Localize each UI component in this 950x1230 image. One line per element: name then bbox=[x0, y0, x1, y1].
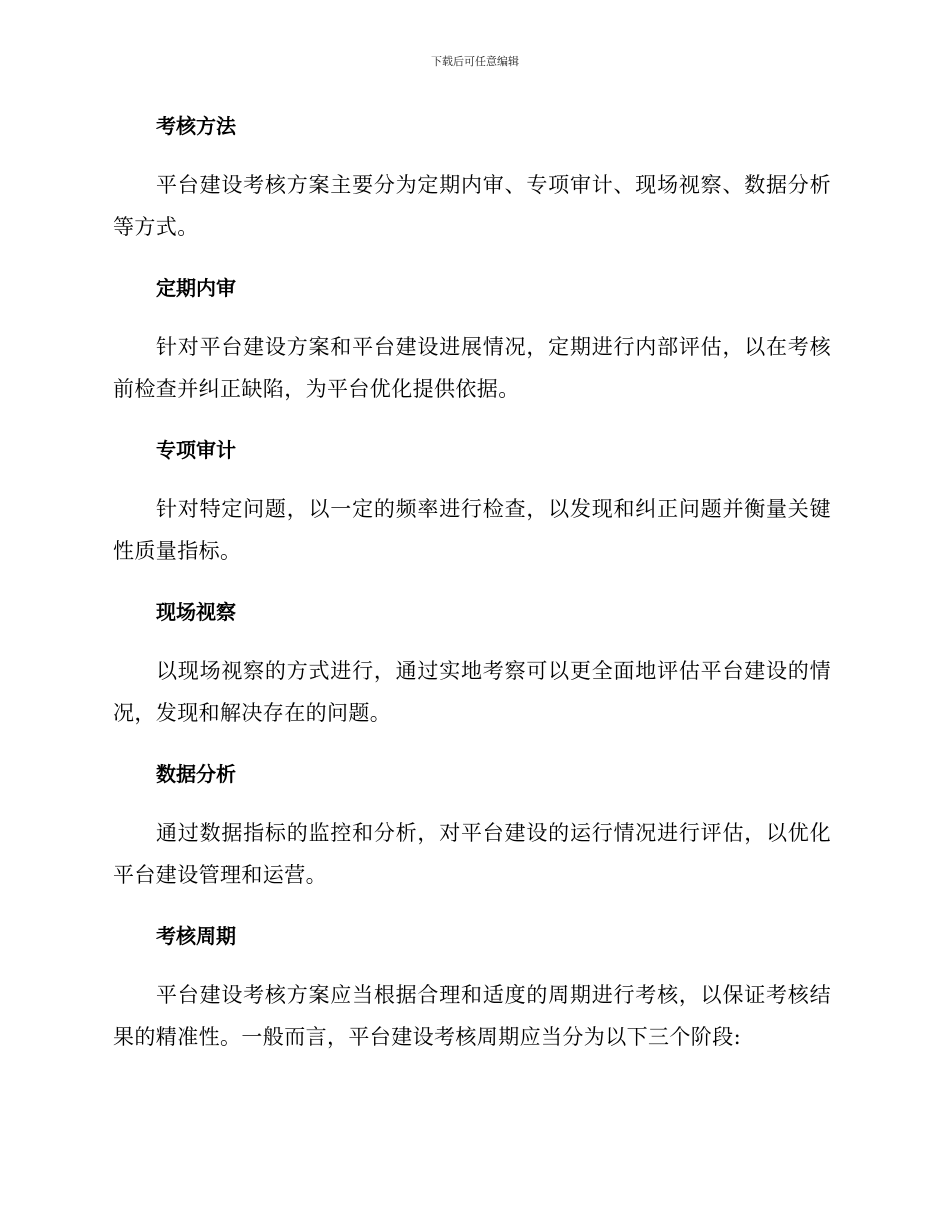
section-body-site-inspection: 以现场视察的方式进行，通过实地考察可以更全面地评估平台建设的情况，发现和解决存在的问题。 bbox=[113, 659, 831, 725]
section-heading-assessment-method: 考核方法 bbox=[156, 114, 236, 138]
section-heading-data-analysis: 数据分析 bbox=[156, 762, 236, 786]
section-heading-assessment-cycle: 考核周期 bbox=[156, 924, 236, 948]
document-body bbox=[113, 110, 831, 1058]
section-body-assessment-cycle: 平台建设考核方案应当根据合理和适度的周期进行考核，以保证考核结果的精准性。一般而言，平台建设考核周期应当分为以下三个阶段: bbox=[113, 983, 831, 1049]
section-heading-site-inspection: 现场视察 bbox=[156, 600, 236, 624]
section-body-periodic-internal-audit: 针对平台建设方案和平台建设进展情况，定期进行内部评估，以在考核前检查并纠正缺陷，为平台优化提供依据。 bbox=[113, 335, 831, 401]
section-body-special-audit: 针对特定问题，以一定的频率进行检查，以发现和纠正问题并衡量关键性质量指标。 bbox=[113, 497, 831, 563]
section-heading-periodic-internal-audit: 定期内审 bbox=[156, 276, 236, 300]
section-body-data-analysis: 通过数据指标的监控和分析，对平台建设的运行情况进行评估，以优化平台建设管理和运营。 bbox=[113, 821, 831, 887]
section-heading-special-audit: 专项审计 bbox=[156, 438, 236, 462]
section-body-assessment-method: 平台建设考核方案主要分为定期内审、专项审计、现场视察、数据分析等方式。 bbox=[113, 173, 831, 239]
page-header-note: 下载后可任意编辑 bbox=[431, 55, 519, 68]
